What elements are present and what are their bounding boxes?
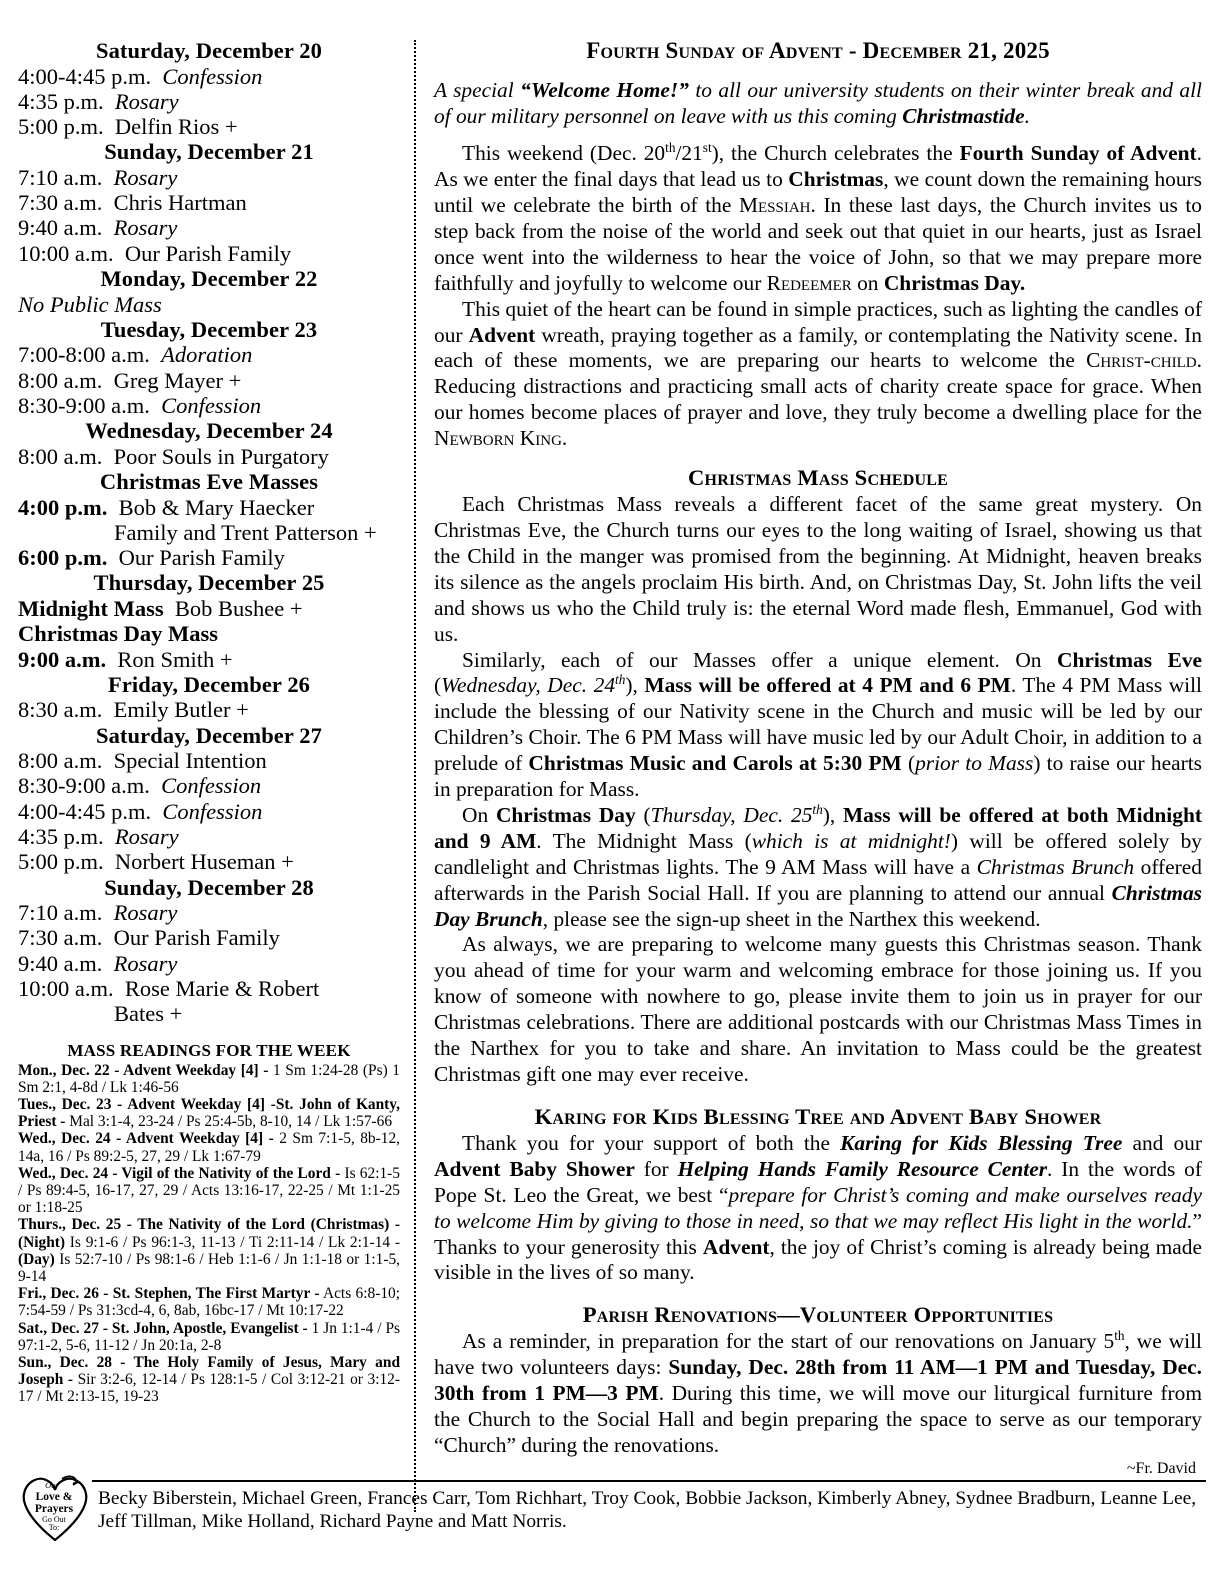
p8-s1: As a reminder, in preparation for the start of our renovations on January 5 [462,1329,1115,1354]
mass-readings-list [18,1062,400,1406]
welcome-home-lede [434,78,1202,129]
schedule-intention: Confession [161,773,262,799]
bulletin-title: Fourth Sunday of Advent - December 21, 2025 [586,38,1050,63]
schedule-day-heading: Friday, December 26 [107,671,311,697]
p4-i1 [441,673,625,697]
schedule-time: 4:35 p.m. [18,88,104,114]
schedule-intention: Adoration [161,342,253,368]
mass-reading-entry [18,1285,400,1319]
paragraph-quiet-of-heart [434,297,1202,452]
p1-s3: ), the Church celebrates the [711,141,960,166]
p7-s3: for [634,1156,678,1181]
p5-s5: ) will be offered solely by candlelight and Christmas lights. The 9 AM Mass will have a [434,828,1202,879]
pastor-letter-column [424,38,1206,1477]
schedule-intention: Our Parish Family [113,925,280,951]
schedule-entry [18,64,400,89]
svg-text:Go Out: Go Out [42,1515,66,1524]
p1-s5: , we count down the remaining hours until we celebrate the birth of the [434,167,1202,217]
lede-part2: to all our university students on their winter break and all of our military personnel on leave with us this coming [434,78,1202,128]
p2-b1: Advent [468,322,536,347]
schedule-intention: Our Parish Family [124,240,292,266]
schedule-entry [18,165,400,190]
schedule-entry [18,849,400,874]
reading-label: Mon., Dec. 22 - Advent Weekday [4] - [18,1061,269,1079]
heart-logo-icon [18,1470,92,1549]
p1-smallcaps-redeemer: Redeemer [766,270,852,295]
p5-s1: On [462,802,496,827]
schedule-intention: Confession [162,63,263,89]
p4-b3: Christmas Music and Carols at 5:30 PM [528,751,902,776]
p4-s3: ), [625,673,645,698]
schedule-time: 4:35 p.m. [18,824,104,850]
schedule-time: 8:00 a.m. [18,367,103,393]
p7-s2: and our [1122,1130,1202,1155]
schedule-entry [18,241,400,266]
section-heading-christmas-mass-schedule: Christmas Mass Schedule [688,465,948,491]
schedule-continuation: Bates + [114,1001,183,1027]
schedule-time: 7:00-8:00 a.m. [18,342,150,368]
svg-text:To:: To: [48,1523,60,1532]
schedule-intention: Norbert Huseman + [114,849,294,875]
p1-b3: Christmas Day. [883,270,1026,295]
schedule-entry [18,799,400,824]
section-heading-parish-renovations: Parish Renovations—Volunteer Opportunities [582,1302,1054,1328]
p7-s6: , the joy of Christ’s coming is already being made visible in the lives of so many. [434,1234,1202,1285]
schedule-entry [18,773,400,798]
schedule-intention: Ron Smith + [117,646,233,672]
p4-s2: ( [434,673,442,698]
lede-bold2: Christmastide [902,103,1025,128]
schedule-intention: Rosary [113,950,178,976]
p7-leo-quote: prepare for Christ’s coming and make ourselves ready to welcome Him by giving to those in need, so that we may reflect His light in the world. [434,1182,1202,1233]
schedule-entry [18,697,400,722]
mass-readings-title: MASS READINGS FOR THE WEEK [67,1040,351,1060]
reading-label: Tues., Dec. 23 - Advent Weekday [4] -St. John of Kanty, Priest - [18,1096,400,1131]
schedule-entry [18,444,400,469]
schedule-entry [18,596,400,621]
p1-s1: This weekend (Dec. 20 [462,141,666,166]
schedule-time: 5:00 p.m. [18,114,104,140]
reading-label-secondary: (Day) [18,1250,55,1268]
p5-s7: , please see the sign-up sheet in the Narthex this weekend. [542,906,1041,931]
schedule-entry [18,900,400,925]
lede-part3: . [1024,103,1030,128]
schedule-entry [18,647,400,672]
reading-citations: Mal 3:1-4, 23-24 / Ps 25:4-5b, 8-10, 14 / Lk 1:57-66 [65,1113,393,1131]
schedule-entry [18,114,400,139]
schedule-time: 4:00-4:45 p.m. [18,63,152,89]
schedule-time: Midnight Mass [18,595,164,621]
p7-b1: Advent Baby Shower [434,1156,635,1181]
schedule-time: 8:30 a.m. [18,697,103,723]
schedule-intention: Rosary [113,164,178,190]
schedule-time: 10:00 a.m. [18,240,114,266]
schedule-time: 7:10 a.m. [18,900,103,926]
schedule-entry [18,976,400,1001]
p1-s2: /21 [675,141,703,166]
schedule-day-heading: Thursday, December 25 [93,570,325,596]
p1-s7: on [851,270,884,295]
p1-s6: . In these last days, the Church invites us to step back from the noise of the world and seek out that quiet in our hearts, just as Israel once went into the wilderness to hear the voice of John, so that we may prepare more faithfully and joyfully to welcome our [434,193,1202,295]
schedule-intention: Rosary [114,824,179,850]
schedule-entry [18,495,400,520]
schedule-time: 8:30-9:00 a.m. [18,773,150,799]
p1-smallcaps-messiah: Messiah [738,193,811,217]
p4-s4: . The 4 PM Mass will include the blessing of our Nativity scene in the Church and music will be led by our Children’s Choir. The 6 PM Mass will have music led by our Adult Choir, in addition to a prelude of [434,673,1202,776]
schedule-intention: Bob & Mary Haecker [118,494,315,520]
p5-b2: Mass will be offered at both Midnight and 9 AM [434,802,1202,853]
schedule-entry [18,89,400,114]
schedule-intention: Our Parish Family [118,545,285,571]
reading-label: Sun., Dec. 28 - The Holy Family of Jesus, Mary and Joseph - [18,1354,400,1389]
p2-s4: . [561,426,568,451]
reading-label: Wed., Dec. 24 - Advent Weekday [4] - [18,1130,274,1148]
p7-s4: . In the words of Pope St. Leo the Great, we best “ [434,1156,1202,1207]
p5-isup1: th [812,801,823,817]
schedule-time: 5:00 p.m. [18,849,104,875]
p1-sup2: st [702,140,712,156]
schedule-entry [18,393,400,418]
mass-reading-entry [18,1320,400,1354]
p5-b1: Christmas Day [495,802,636,827]
mass-schedule-column [18,38,410,1406]
mass-reading-entry [18,1130,400,1164]
p4-i2: prior to Mass [915,751,1034,776]
p1-sup1: th [665,140,676,156]
section-heading-karing-for-kids: Karing for Kids Blessing Tree and Advent Baby Shower [534,1103,1102,1129]
schedule-day-heading: Sunday, December 21 [104,139,314,165]
schedule-time: 8:30-9:00 a.m. [18,392,150,418]
p2-s2: wreath, praying together as a family, or contemplating the Nativity scene. In each of these moments, we are preparing our hearts to welcome the [434,322,1202,373]
p5-bi1: Christmas Day Brunch [434,880,1202,931]
svg-text:Love &: Love & [35,1491,73,1503]
p1-s4: . As we enter the final days that lead us to [434,141,1202,192]
schedule-time: 4:00-4:45 p.m. [18,798,152,824]
schedule-time: 9:40 a.m. [18,215,103,241]
schedule-intention: Greg Mayer + [113,367,242,393]
schedule-intention: Delfin Rios + [114,114,238,140]
p2-s3: . Reducing distractions and practicing small acts of charity create space for grace. When our homes become places of prayer and love, they truly become a dwelling place for the [434,348,1202,425]
paragraph-mass-facets: Each Christmas Mass reveals a different facet of the same great mystery. On Christmas Eve, the Church turns our eyes to the long waiting of Israel, showing us that the Child in the manger was promised from the beginning. At Midnight, heaven breaks its silence as the angels proclaim His birth. And, on Christmas Day, St. John lifts the veil and shows us who the Child truly is: the eternal Word made flesh, Emmanuel, God with us. [434,492,1202,646]
schedule-time: 6:00 p.m. [18,545,108,571]
schedule-time: 10:00 a.m. [18,976,114,1002]
prayer-names-list: Becky Biberstein, Michael Green, Frances Carr, Tom Richhart, Troy Cook, Bobbie Jackson, Kimberly Abney, Sydnee Bradburn, Leanne Lee, Jeff Tillman, Mike Holland, Richard Payne and Matt Norris. [98,1488,1197,1532]
footer-divider-rule [92,1480,1206,1482]
p8-sup1: th [1114,1328,1125,1344]
schedule-entry [18,545,400,570]
reading-citations-secondary: Is 52:7-10 / Ps 98:1-6 / Heb 1:1-6 / Jn 1:1-18 or 1:1-5, 9-14 [18,1250,400,1286]
schedule-day-heading: Saturday, December 27 [95,722,323,748]
schedule-intention: Bob Bushee + [174,595,303,621]
p5-i3: Christmas Brunch [976,854,1135,879]
schedule-intention: Rose Marie & Robert [124,976,320,1002]
mass-schedule-list [18,38,400,1027]
paragraph-christmas-day-details [434,803,1202,933]
reading-citations: Sir 3:2-6, 12-14 / Ps 128:1-5 / Col 3:12-21 or 3:12-17 / Mt 2:13-15, 19-23 [18,1371,400,1406]
p2-smallcaps-christ-child: Christ-child [1086,348,1197,373]
p5-i1 [651,803,823,827]
p5-s3: ), [822,802,843,827]
p5-s2: ( [635,802,651,827]
p4-s5: ( [901,751,916,776]
schedule-day-heading: Wednesday, December 24 [85,418,333,444]
reading-citations: Is 9:1-6 / Ps 96:1-3, 11-13 / Ti 2:11-14 / Lk 2:1-14 - [65,1233,400,1251]
schedule-day-heading: Sunday, December 28 [104,874,314,900]
schedule-intention: Rosary [113,900,178,926]
schedule-day-heading: Tuesday, December 23 [100,316,318,342]
p4-s1: Similarly, each of our Masses offer a unique element. On [462,647,1057,672]
reading-citations: 1 Jn 1:1-4 / Ps 97:1-2, 5-6, 11-12 / Jn 20:1a, 2-8 [18,1319,400,1354]
schedule-intention: Poor Souls in Purgatory [113,443,329,469]
paragraph-welcoming-guests: As always, we are preparing to welcome many guests this Christmas season. Thank you ahead of time for your warm and welcoming embrace for those joining us. If you know of someone with nowhere to go, please invite them to join us in prayer for our Christmas celebrations. There are additional postcards with our Christmas Mass Times in the Narthex for you to take and share. An invitation to Mass could be the greatest Christmas gift one may ever receive. [434,932,1202,1086]
schedule-entry [18,951,400,976]
reading-label: Fri., Dec. 26 - St. Stephen, The First Martyr - [18,1285,320,1303]
p4-b2: Mass will be offered at 4 PM and 6 PM [644,673,1011,698]
schedule-time: 7:30 a.m. [18,925,103,951]
mass-reading-entry [18,1216,400,1285]
footer-content [18,1480,1206,1565]
schedule-intention: Confession [161,392,262,418]
paragraph-fourth-sunday [434,141,1202,296]
schedule-entry [18,342,400,367]
lede-bold1: “Welcome Home!” [520,78,689,102]
mass-reading-entry [18,1096,400,1130]
reading-citations: Acts 6:8-10; 7:54-59 / Ps 31:3cd-4, 6, 8ab, 16bc-17 / Mt 10:17-22 [18,1285,401,1320]
schedule-day-heading: Monday, December 22 [100,266,318,292]
schedule-intention: Special Intention [113,748,267,774]
p5-i1-text: Thursday, Dec. 25 [650,802,813,827]
p7-bi1: Karing for Kids Blessing Tree [840,1130,1123,1155]
schedule-continuation: Family and Trent Patterson + [114,519,377,545]
p7-bi2: Helping Hands Family Resource Center [677,1156,1048,1181]
schedule-entry [18,925,400,950]
paragraph-renovation-volunteers [434,1329,1202,1459]
schedule-entry [18,621,400,646]
schedule-time: Christmas Day Mass [18,621,218,647]
svg-text:Our: Our [45,1480,59,1490]
reading-label: Thurs., Dec. 25 - The Nativity of the Lord (Christmas) - (Night) [18,1216,400,1251]
schedule-entry [18,368,400,393]
schedule-intention: Emily Butler + [113,697,249,723]
svg-text:Prayers: Prayers [34,1503,74,1515]
schedule-intention: Rosary [114,88,179,114]
p8-b1: Sunday, Dec. 28th from 11 AM—1 PM and Tuesday, Dec. 30th from 1 PM—3 PM [434,1355,1202,1406]
p4-s6: ) to raise our hearts in preparation for Mass. [434,751,1202,802]
schedule-entry [18,824,400,849]
mass-reading-entry [18,1062,400,1096]
p1-b1: Fourth Sunday of Advent [959,141,1197,166]
schedule-time: 8:00 a.m. [18,748,103,774]
schedule-time: 9:00 a.m. [18,646,107,672]
schedule-entry [18,748,400,773]
p4-isup1: th [615,672,626,688]
p7-s1: Thank you for your support of both the [462,1130,841,1155]
schedule-intention: Chris Hartman [113,190,247,216]
p4-i1-text: Wednesday, Dec. 24 [441,673,616,698]
schedule-entry [18,190,400,215]
schedule-time: 9:40 a.m. [18,950,103,976]
letter-signoff: ~Fr. David [1126,1459,1196,1477]
reading-citations: Is 62:1-5 / Ps 89:4-5, 16-17, 27, 29 / Acts 13:16-17, 22-25 / Mt 1:1-25 or 1:18-25 [18,1164,400,1217]
paragraph-christmas-eve-details [434,648,1202,803]
schedule-entry [18,215,400,240]
reading-label: Wed., Dec. 24 - Vigil of the Nativity of the Lord - [18,1164,341,1182]
prayer-list-footer [18,1480,1206,1572]
p7-s5: ” Thanks to your generosity this [434,1208,1202,1259]
schedule-time: 7:10 a.m. [18,164,103,190]
p2-s1: This quiet of the heart can be found in simple practices, such as lighting the candles of our [434,296,1202,347]
reading-citations: 1 Sm 1:24-28 (Ps) 1 Sm 2:1, 4-8d / Lk 1:46-56 [18,1061,401,1096]
schedule-note: No Public Mass [18,291,162,317]
schedule-day-heading: Saturday, December 20 [95,38,323,63]
p8-s3: . During this time, we will move our liturgical furniture from the Church to the Social Hall and begin preparing the space to serve as our temporary “Church” during the renovations. [434,1381,1202,1457]
p1-b2: Christmas [788,167,884,192]
paragraph-karing-for-kids [434,1131,1202,1286]
schedule-time: 8:00 a.m. [18,443,103,469]
mass-reading-entry [18,1165,400,1217]
p4-b1: Christmas Eve [1057,647,1203,672]
p5-s4: . The Midnight Mass ( [536,828,752,853]
schedule-time: 4:00 p.m. [18,494,108,520]
schedule-intention: Confession [162,798,263,824]
p5-i2: which is at midnight! [751,828,951,853]
lede-part1: A special [434,78,521,102]
reading-label: Sat., Dec. 27 - St. John, Apostle, Evangelist - [18,1319,308,1337]
p8-s2: , we will have two volunteers days: [434,1329,1202,1380]
p7-b2: Advent [702,1234,770,1259]
p5-s6: offered afterwards in the Parish Social Hall. If you are planning to attend our annual [434,854,1202,905]
reading-citations: 2 Sm 7:1-5, 8b-12, 14a, 16 / Ps 89:2-5, 27, 29 / Lk 1:67-79 [18,1130,400,1165]
mass-reading-entry [18,1354,400,1406]
p2-smallcaps-newborn-king: Newborn King [434,426,562,451]
schedule-day-heading: Christmas Eve Masses [99,469,319,495]
column-divider [414,40,416,1512]
schedule-intention: Rosary [113,215,178,241]
schedule-time: 7:30 a.m. [18,190,103,216]
